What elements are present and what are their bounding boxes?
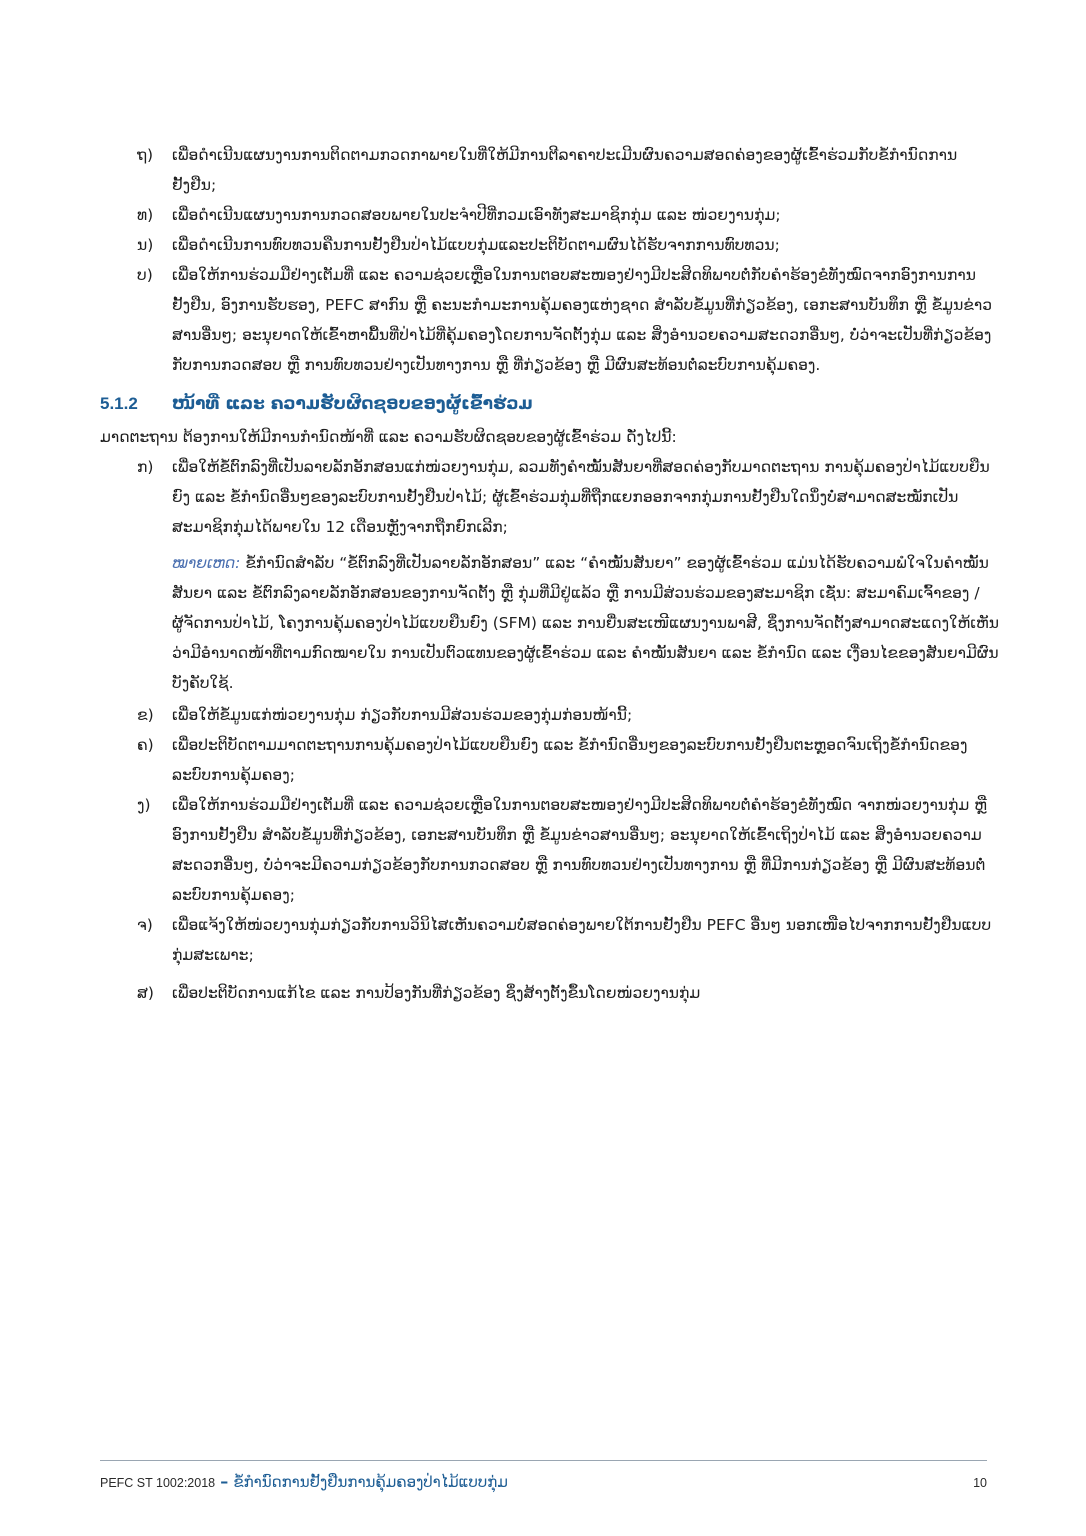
- list-text: ເພື່ອດຳເນີນແຜນງານການຕິດຕາມກວດກາພາຍໃນທີ່ໃຫ້ມີການຕີລາຄາປະເມີນຜົນຄວາມສອດຄ່ອງຂອງຜູ້ເຂົ້າຮ່ວມກັບຂໍ້ກຳນົດການຢັ້ງຢືນ;: [172, 146, 958, 194]
- list-marker: ຄ): [137, 736, 154, 754]
- list-item: [100, 978, 1000, 1008]
- list-item: [100, 700, 1000, 730]
- list-text: ເພື່ອແຈ້ງໃຫ້ໜ່ວຍງານກຸ່ມກ່ຽວກັບການວິນິໄສເຫັນຄວາມບໍ່ສອດຄ່ອງພາຍໃຕ້ການຢັ້ງຢືນ PEFC ອື່ນໆ ນອກເໜືອໄປຈາກການຢັ້ງຢືນແບບກຸ່ມສະເພາະ;: [172, 916, 992, 964]
- list-marker: ນ): [137, 236, 154, 254]
- list-item: [100, 140, 1000, 200]
- list-item: [100, 260, 1000, 380]
- list-text: ເພື່ອປະຕິບັດຕາມມາດຕະຖານການຄຸ້ມຄອງປ່າໄມ້ແບບຍືນຍົງ ແລະ ຂໍ້ກຳນົດອື່ນໆຂອງລະບົບການຢັ້ງຢືນຕະຫຼອດຈົນເຖິງຂໍ້ກຳນົດຂອງລະບົບການຄຸ້ມຄອງ;: [172, 736, 968, 784]
- page-footer: [100, 1472, 987, 1491]
- list-marker: ກ): [137, 458, 154, 476]
- footer-dash: –: [220, 1472, 229, 1491]
- list-marker: ບ): [137, 266, 153, 284]
- list-text: ເພື່ອໃຫ້ການຮ່ວມມືຢ່າງເຕັມທີ່ ແລະ ຄວາມຊ່ວຍເຫຼືອໃນການຕອບສະໜອງຢ່າງມີປະສິດທິພາບຕໍ່ຄຳຮ້ອງຂໍທັງໝົດ ຈາກໜ່ວຍງານກຸ່ມ ຫຼື ອົງການຢັ້ງຢືນ ສຳລັບຂໍ້ມູນທີ່ກ່ຽວຂ້ອງ, ເອກະສານບັນທຶກ ຫຼື ຂໍ້ມູນຂ່າວສານອື່ນໆ; ອະນຸຍາດໃຫ້ເຂົ້າເຖິງປ່າໄມ້ ແລະ ສິ່ງອຳນວຍຄວາມສະດວກອື່ນໆ, ບໍ່ວ່າຈະມີຄວາມກ່ຽວຂ້ອງກັບການກວດສອບ ຫຼື ການທົບທວນຢ່າງເປັນທາງການ ຫຼື ທີ່ມີການກ່ຽວຂ້ອງ ຫຼື ມີຜົນສະທ້ອນຕໍ່ລະບົບການຄຸ້ມຄອງ;: [172, 796, 987, 904]
- note-text: ຂໍ້ກຳນົດສຳລັບ “ຂໍ້ຕົກລົງທີ່ເປັນລາຍລັກອັກສອນ” ແລະ “ຄຳໝັ້ນສັນຍາ” ຂອງຜູ້ເຂົ້າຮ່ວມ ແມ່ນໄດ້ຮັບຄວາມພໍໃຈໃນຄຳໝັ້ນສັນຍາ ແລະ ຂໍ້ຕົກລົງລາຍລັກອັກສອນຂອງການຈັດຕັ້ງ ຫຼື ກຸ່ມທີ່ມີຢູ່ແລ້ວ ຫຼື ການມີສ່ວນຮ່ວມຂອງສະມາຊິກ ເຊັ່ນ: ສະມາຄົມເຈົ້າຂອງ / ຜູ້ຈັດການປ່າໄມ້, ໂຄງການຄຸ້ມຄອງປ່າໄມ້ແບບຍືນຍົງ (SFM) ແລະ ການຍື່ນສະເໜີແຜນງານພາສີ, ຊຶ່ງການຈັດຕັ້ງສາມາດສະແດງໃຫ້ເຫັນວ່າມີອຳນາດໜ້າທີ່ຕາມກົດໝາຍໃນ ການເປັນຕົວແທນຂອງຜູ້ເຂົ້າຮ່ວມ ແລະ ຄຳໝັ້ນສັນຍາ ແລະ ຂໍ້ກຳນົດ ແລະ ເງື່ອນໄຂຂອງສັນຍາມີຜົນບັງຄັບໃຊ້.: [172, 554, 999, 692]
- footer-doc-id: PEFC ST 1002:2018: [100, 1476, 216, 1490]
- list-marker: ຂ): [137, 706, 154, 724]
- list-marker: ຖ): [137, 146, 154, 164]
- footer-divider: [100, 1460, 987, 1461]
- list-item: [100, 910, 1000, 970]
- page-content: [100, 140, 1000, 1008]
- section-number: 5.1.2: [100, 394, 138, 413]
- list-text: ເພື່ອໃຫ້ຂໍ້ມູນແກ່ໜ່ວຍງານກຸ່ມ ກ່ຽວກັບການມີສ່ວນຮ່ວມຂອງກຸ່ມກ່ອນໜ້ານີ້;: [172, 706, 633, 724]
- list-item: [100, 452, 1000, 542]
- list-text: ເພື່ອໃຫ້ການຮ່ວມມືຢ່າງເຕັມທີ່ ແລະ ຄວາມຊ່ວຍເຫຼືອໃນການຕອບສະໜອງຢ່າງມີປະສິດທິພາບຕໍ່ກັບຄຳຮ້ອງຂໍທັງໝົດຈາກອົງການການຢັ້ງຢືນ, ອົງການຮັບຮອງ, PEFC ສາກົນ ຫຼື ຄະນະກຳມະການຄຸ້ມຄອງແຫ່ງຊາດ ສຳລັບຂໍ້ມູນທີ່ກ່ຽວຂ້ອງ, ເອກະສານບັນທຶກ ຫຼື ຂໍ້ມູນຂ່າວສານອື່ນໆ; ອະນຸຍາດໃຫ້ເຂົ້າຫາພື້ນທີ່ປ່າໄມ້ທີ່ຄຸ້ມຄອງໂດຍການຈັດຕັ້ງກຸ່ມ ແລະ ສິ່ງອຳນວຍຄວາມສະດວກອື່ນໆ, ບໍ່ວ່າຈະເປັນທີ່ກ່ຽວຂ້ອງກັບການກວດສອບ ຫຼື ການທົບທວນຢ່າງເປັນທາງການ ຫຼື ທີ່ກ່ຽວຂ້ອງ ຫຼື ມີຜົນສະທ້ອນຕໍ່ລະບົບການຄຸ້ມຄອງ.: [172, 266, 993, 374]
- section-title: ໜ້າທີ່ ແລະ ຄວາມຮັບຜິດຊອບຂອງຜູ້ເຂົ້າຮ່ວມ: [172, 394, 533, 414]
- list-marker: ຈ): [137, 916, 153, 934]
- note-label: ໝາຍເຫດ:: [172, 554, 241, 572]
- list-text: ເພື່ອປະຕິບັດການແກ້ໄຂ ແລະ ການປ້ອງກັນທີ່ກ່ຽວຂ້ອງ ຊຶ່ງສ້າງຕັ້ງຂຶ້ນໂດຍໜ່ວຍງານກຸ່ມ: [172, 984, 701, 1002]
- footer-doc-title: ຂໍ້ກຳນົດການຢັ້ງຢືນການຄຸ້ມຄອງປ່າໄມ້ແບບກຸ່ມ: [233, 1473, 508, 1491]
- list-text: ເພື່ອດຳເນີນການທົບທວນຄືນການຢັ້ງຢືນປ່າໄມ້ແບບກຸ່ມແລະປະຕິບັດຕາມຜົນໄດ້ຮັບຈາກການທົບທວນ;: [172, 236, 780, 254]
- list-marker: ສ): [137, 984, 154, 1002]
- note-paragraph: [172, 548, 1000, 698]
- list-text: ເພື່ອດຳເນີນແຜນງານການກວດສອບພາຍໃນປະຈຳປີທີ່ກວມເອົາທັງສະມາຊິກກຸ່ມ ແລະ ໜ່ວຍງານກຸ່ມ;: [172, 206, 781, 224]
- list-item: [100, 230, 1000, 260]
- list-text: ເພື່ອໃຫ້ຂໍ້ຕົກລົງທີ່ເປັນລາຍລັກອັກສອນແກ່ໜ່ວຍງານກຸ່ມ, ລວມທັງຄຳໝັ້ນສັນຍາທີ່ສອດຄ່ອງກັບມາດຕະຖານ ການຄຸ້ມຄອງປ່າໄມ້ແບບຍືນຍົງ ແລະ ຂໍ້ກຳນົດອື່ນໆຂອງລະບົບການຢັ້ງຢືນປ່າໄມ້; ຜູ້ເຂົ້າຮ່ວມກຸ່ມທີ່ຖືກແຍກອອກຈາກກຸ່ມການຢັ້ງຢືນໃດນຶ່ງບໍ່ສາມາດສະໝັກເປັນສະມາຊິກກຸ່ມໄດ້ພາຍໃນ 12 ເດືອນຫຼັງຈາກຖືກຍົກເລີກ;: [172, 458, 990, 536]
- list-marker: ງ): [137, 796, 151, 814]
- list-item: [100, 200, 1000, 230]
- list-marker: ທ): [137, 206, 154, 224]
- section-intro: ມາດຕະຖານ ຕ້ອງການໃຫ້ມີການກຳນົດໜ້າທີ່ ແລະ ຄວາມຮັບຜິດຊອບຂອງຜູ້ເຂົ້າຮ່ວມ ດັ່ງໄປນີ້:: [100, 428, 677, 446]
- footer-left: [100, 1472, 508, 1491]
- page-number: 10: [973, 1476, 987, 1490]
- list-item: [100, 790, 1000, 910]
- section-heading: [100, 394, 1000, 414]
- list-item: [100, 730, 1000, 790]
